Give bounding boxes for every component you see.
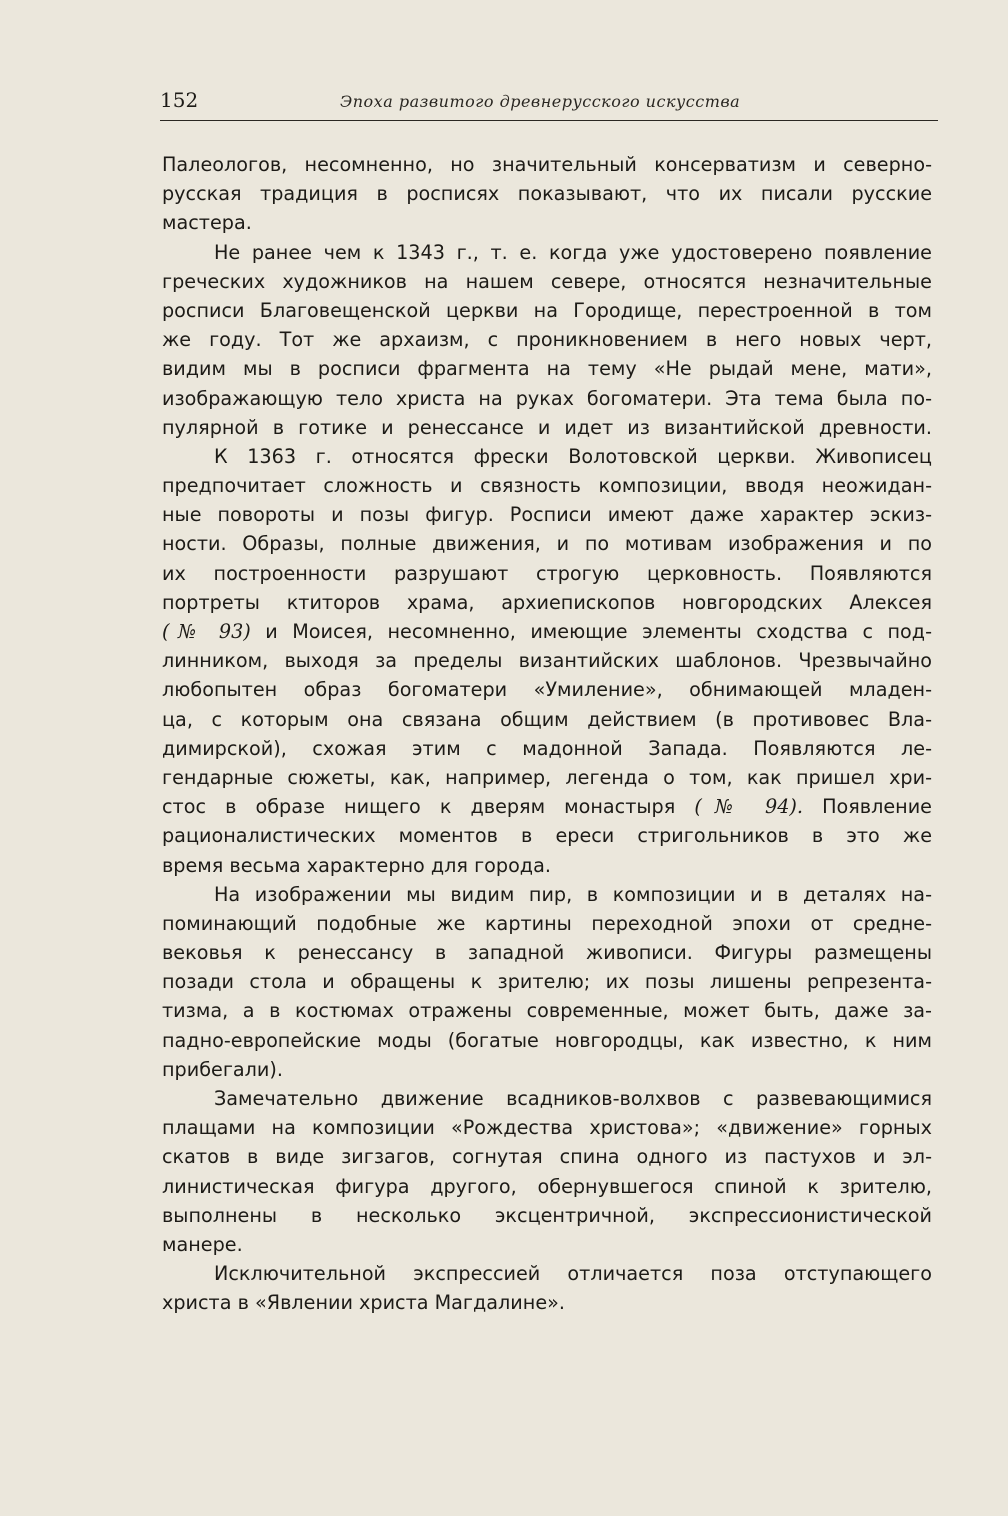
text-line: русская традиция в росписях показывают, что их писали русские <box>162 182 932 206</box>
text-line: Исключительной экспрессией отличается поза отступающего <box>214 1262 932 1286</box>
paragraph <box>162 150 932 238</box>
text-line: гендарные сюжеты, как, например, легенда о том, как пришел хри- <box>162 765 932 789</box>
text-line: предпочитает сложность и связность композиции, вводя неожидан- <box>162 474 932 498</box>
text-line: христа в «Явлении христа Магдалине». <box>162 1291 565 1315</box>
text-line: прибегали). <box>162 1057 283 1081</box>
text-line: димирской), схожая этим с мадонной Запада. Появляются ле- <box>162 736 932 760</box>
text-line-with-ref <box>162 617 932 646</box>
text-line: поминающий подобные же картины переходной эпохи от средне- <box>162 911 932 935</box>
text-line: время весьма характерно для города. <box>162 853 551 877</box>
text-line: На изображении мы видим пир, в композиции и в деталях на- <box>214 882 932 906</box>
text-line: линистическая фигура другого, обернувшегося спиной к зрителю, <box>162 1174 932 1198</box>
text-line: мастера. <box>162 211 252 235</box>
paragraph <box>162 442 932 880</box>
page-number: 152 <box>160 88 199 112</box>
text-line: Палеологов, несомненно, но значительный консерватизм и северно- <box>162 153 932 176</box>
text-line-with-ref <box>162 792 932 821</box>
text-line: рационалистических моментов в ереси стригольников в это же <box>162 824 932 848</box>
text-line: их построенности разрушают строгую церковность. Появляются <box>162 561 932 585</box>
text-line: Не ранее чем к 1343 г., т. е. когда уже удостоверено появление <box>214 240 932 264</box>
text-line: ности. Образы, полные движения, и по мотивам изображения и по <box>162 532 932 556</box>
text-line: манере. <box>162 1232 243 1256</box>
text-line: греческих художников на нашем севере, относятся незначительные <box>162 269 932 293</box>
text-line: росписи Благовещенской церкви на Городище, перестроенной в том <box>162 298 932 322</box>
text-line: пулярной в готике и ренессансе и идет из византийской древности. <box>162 415 932 439</box>
text-line: ные повороты и позы фигур. Росписи имеют даже характер эскиз- <box>162 503 932 527</box>
text-line: изображающую тело христа на руках богоматери. Эта тема была по- <box>162 386 932 410</box>
body-text <box>162 150 932 1318</box>
catalog-ref-94: (№ 94). <box>694 795 803 819</box>
paragraph <box>162 880 932 1084</box>
text-line: же году. Тот же архаизм, с проникновением в него новых черт, <box>162 328 932 352</box>
text-line: тизма, а в костюмах отражены современные, может быть, даже за- <box>162 999 932 1023</box>
text-line: выполнены в несколько эксцентричной, экспрессионистической <box>162 1203 932 1227</box>
text-line: скатов в виде зигзагов, согнутая спина одного из пастухов и эл- <box>162 1145 932 1169</box>
text-segment: Появление <box>822 795 932 819</box>
catalog-ref-93: (№ 93) <box>162 620 251 643</box>
text-line: вековья к ренессансу в западной живописи. Фигуры размещены <box>162 941 932 965</box>
text-line: падно-европейские моды (богатые новгородцы, как известно, к ним <box>162 1028 932 1052</box>
text-line: К 1363 г. относятся фрески Волотовской церкви. Живописец <box>214 444 932 468</box>
text-segment: стос в образе нищего к дверям монастыря <box>162 795 676 819</box>
text-line: позади стола и обращены к зрителю; их позы лишены репрезента- <box>162 970 932 994</box>
page-header <box>160 86 938 121</box>
text-line: линником, выходя за пределы византийских шаблонов. Чрезвычайно <box>162 649 932 673</box>
running-title: Эпоха развитого древнерусского искусства <box>340 92 741 111</box>
text-line: ца, с которым она связана общим действием (в противовес Вла- <box>162 707 932 731</box>
text-segment: и Моисея, несомненно, имеющие элементы сходства с под- <box>265 620 932 643</box>
paragraph <box>162 1259 932 1317</box>
text-line: видим мы в росписи фрагмента на тему «Не рыдай мене, мати», <box>162 357 932 381</box>
text-line: любопытен образ богоматери «Умиление», обнимающей младен- <box>162 678 932 702</box>
paragraph <box>162 238 932 442</box>
text-line: Замечательно движение всадников-волхвов с развевающимися <box>214 1087 932 1110</box>
text-line: плащами на композиции «Рождества христова»; «движение» горных <box>162 1116 932 1140</box>
text-line: портреты ктиторов храма, архиепископов новгородских Алексея <box>162 590 932 614</box>
paragraph <box>162 1084 932 1259</box>
